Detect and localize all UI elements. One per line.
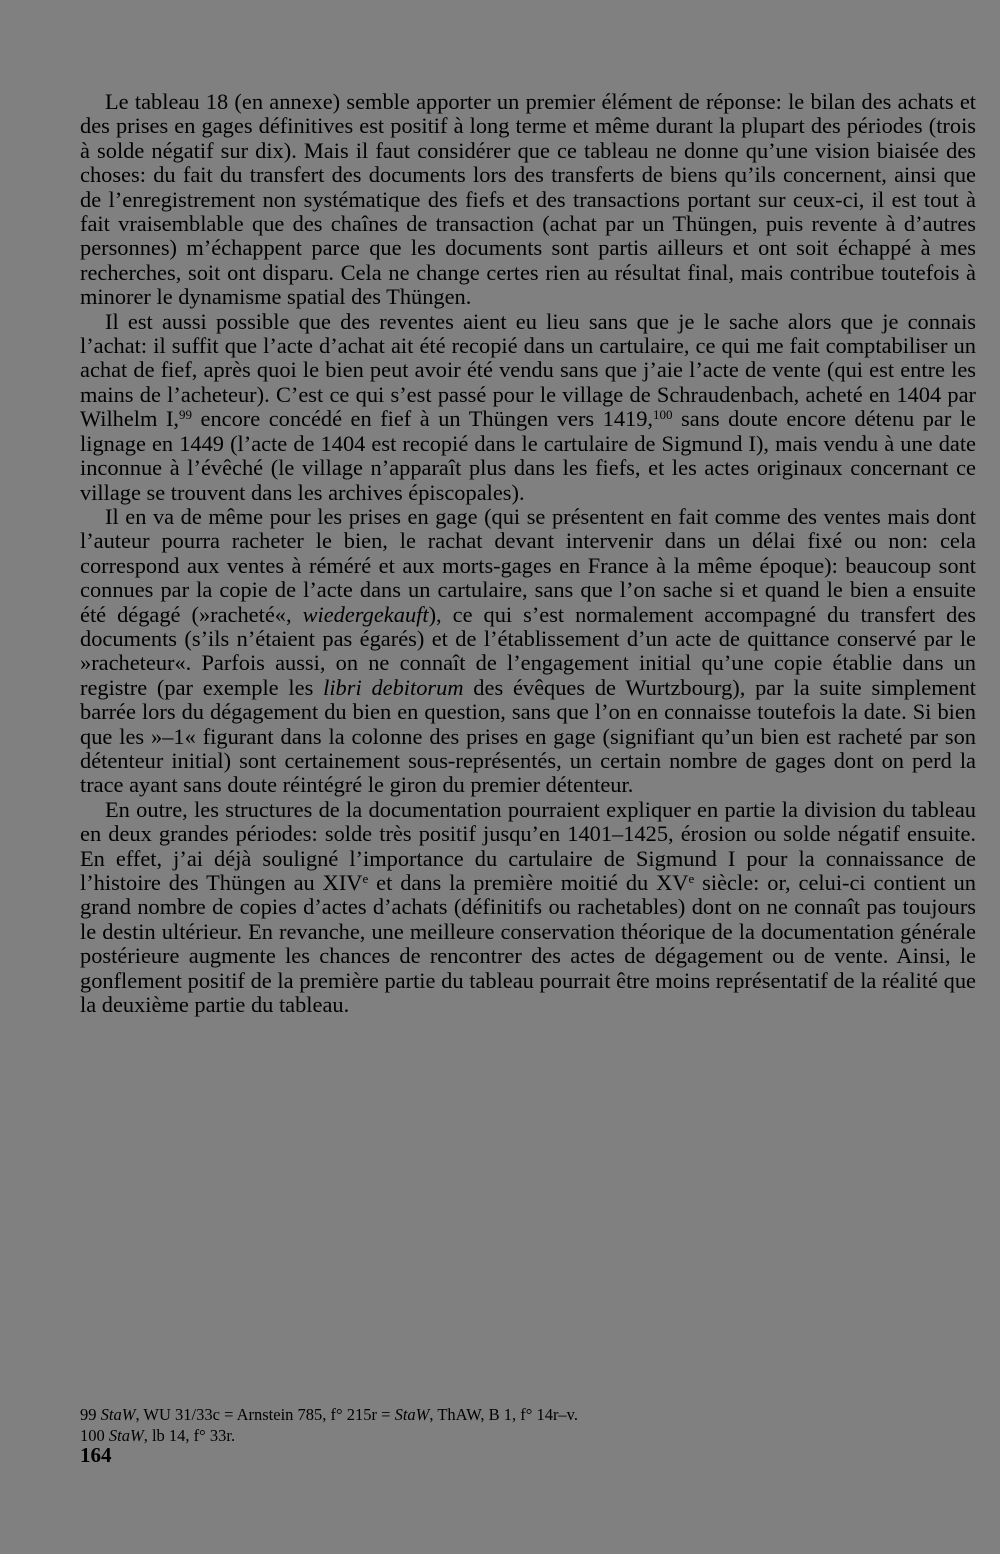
footnotes bbox=[80, 1404, 976, 1446]
main-text bbox=[80, 90, 976, 1017]
footnote-marker: e bbox=[688, 870, 695, 886]
text-run: 99 bbox=[80, 1405, 101, 1424]
text-run: Il en va de même pour les prises en gage (qui se présentent en fait comme des ventes mais dont l’auteur pourra racheter le bien, le rachat devant intervenir dans un délai fixé ou non: cela correspond aux ventes à réméré et aux morts-gages en France à la même époque): beaucoup sont connues par la copie de l’acte dans un cartulaire, sans que l’on sache si et quand le bien a ensuite été dégagé (»racheté«, bbox=[80, 503, 976, 627]
text-run: Le tableau 18 (en annexe) semble apporter un premier élément de réponse: le bilan des achats et des prises en gages définitives est positif à long terme et même durant la plupart des périodes (trois à solde négatif sur dix). Mais il faut considérer que ce tableau ne donne qu’une vision biaisée des choses: du fait du transfert des documents lors des transferts de biens qu’ils concernent, ainsi que de l’enregistrement non systématique des fiefs et des transactions portant sur ceux-ci, il est tout à fait vraisemblable que des chaînes de transaction (achat par un Thüngen, puis revente à d’autres personnes) m’échappent parce que les documents sont partis ailleurs et ont soit échappé à mes recherches, soit ont disparu. Cela ne change certes rien au résultat final, mais contribue toutefois à minorer le dynamisme spatial des Thüngen. bbox=[80, 89, 976, 310]
footnote bbox=[80, 1425, 976, 1446]
text-run: ), ce qui s’est normalement accompagné du transfert des documents (s’ils n’étaient pas égarés) et de l’établissement d’un acte de quittance conservé par le »racheteur«. Parfois aussi, on ne connaît de l’engagement initial qu’une copie établie dans un registre (par exemple les bbox=[80, 601, 976, 700]
paragraph bbox=[80, 505, 976, 798]
text-run: sans doute encore détenu par le lignage en 1449 (l’acte de 1404 est recopié dans le cartulaire de Sigmund I), mais vendu à une date inconnue à l’évêché (le village n’apparaît plus dans les fiefs, et les actes originaux concernant ce village se trouvent dans les archives épiscopales). bbox=[80, 406, 976, 505]
text-run: , WU 31/33c = Arnstein 785, f° 215r = bbox=[135, 1405, 395, 1424]
paragraph bbox=[80, 310, 976, 505]
footnote-marker: e bbox=[362, 870, 369, 886]
page-number: 164 bbox=[80, 1443, 112, 1467]
italic-text: wiedergekauft bbox=[302, 601, 429, 627]
italic-text: StaW bbox=[108, 1426, 144, 1445]
text-run: En outre, les structures de la documentation pourraient expliquer en partie la division du tableau en deux grandes périodes: solde très positif jusqu’en 1401–1425, érosion ou solde négatif ensuite. En effet, j’ai déjà souligné l’importance du cartulaire de Sigmund I pour la connaissance de l’histoire des Thüngen au XIV bbox=[80, 796, 976, 895]
text-run: , ThAW, B 1, f° 14r–v. bbox=[429, 1405, 578, 1424]
italic-text: StaW bbox=[394, 1405, 430, 1424]
italic-text: StaW bbox=[100, 1405, 136, 1424]
footnote bbox=[80, 1404, 976, 1425]
footnote-marker: 99 bbox=[179, 407, 193, 423]
text-run: et dans la première moitié du XV bbox=[368, 870, 689, 895]
footnote-marker: 100 bbox=[653, 407, 673, 423]
paragraph bbox=[80, 90, 976, 310]
italic-text: libri debitorum bbox=[323, 674, 464, 700]
text-run: siècle: or, celui-ci contient un grand nombre de copies d’actes d’achats (définitifs ou rachetables) dont on ne connaît pas toujours le destin ultérieur. En revanche, une meilleure conservation théorique de la documentation générale postérieure augmente les chances de rencontrer des actes de dégagement ou de vente. Ainsi, le gonflement positif de la première partie du tableau pourrait être moins représentatif de la réalité que la deuxième partie du tableau. bbox=[80, 870, 976, 1018]
text-run: des évêques de Wurtzbourg), par la suite simplement barrée lors du dégagement du bien en question, sans que l’on en connaisse toutefois la date. Si bien que les »–1« figurant dans la colonne des prises en gage (signifiant qu’un bien est racheté par son détenteur initial) sont certainement sous-représentés, un certain nombre de gages dont on perd la trace ayant sans doute réintégré le giron du premier détenteur. bbox=[80, 674, 977, 798]
text-run: , lb 14, f° 33r. bbox=[143, 1426, 236, 1445]
text-run: encore concédé en fief à un Thüngen vers 1419, bbox=[192, 406, 654, 432]
paragraph bbox=[80, 798, 976, 1018]
text-run: 100 bbox=[80, 1426, 109, 1445]
text-run: Il est aussi possible que des reventes aient eu lieu sans que je le sache alors que je connais l’achat: il suffit que l’acte d’achat ait été recopié dans un cartulaire, ce qui me fait comptabiliser un achat de fief, après quoi le bien peut avoir été vendu sans que j’aie l’acte de vente (qui est entre les mains de l’acheteur). C’est ce qui s’est passé pour le village de Schraudenbach, acheté en 1404 par Wilhelm I, bbox=[80, 308, 976, 432]
